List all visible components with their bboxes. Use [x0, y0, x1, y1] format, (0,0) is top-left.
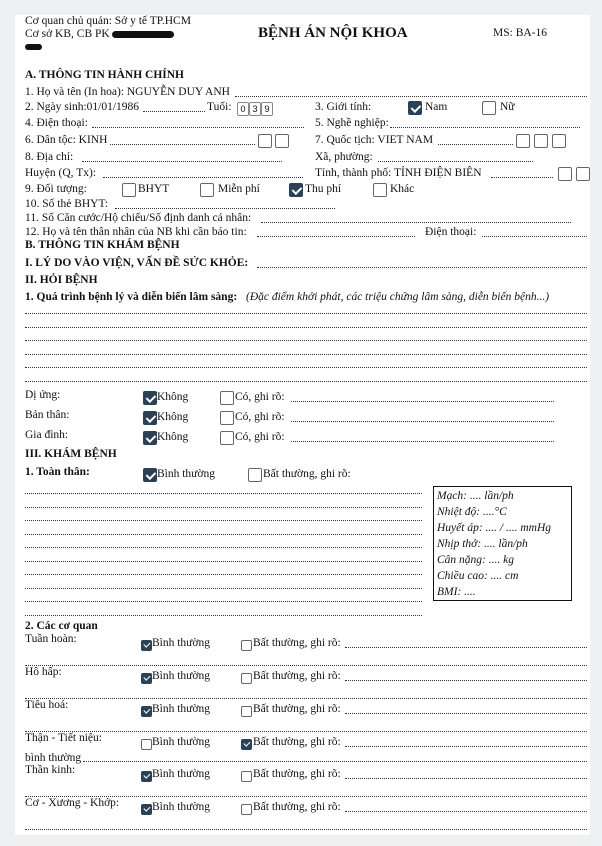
- gender-female-checkbox[interactable]: [482, 101, 496, 115]
- fill-line: [291, 441, 554, 442]
- gender-male-label: Nam: [425, 101, 448, 113]
- subject-checkbox-2[interactable]: [289, 183, 303, 197]
- age-digit-box[interactable]: 9: [261, 102, 273, 116]
- vital-sign-item: Nhiệt độ: ....°C: [437, 506, 507, 518]
- fill-line: [25, 367, 587, 368]
- vital-sign-item: Nhịp thở: .... lần/ph: [437, 538, 528, 550]
- ethnic-code-box[interactable]: [258, 134, 272, 148]
- fill-line: [378, 161, 533, 162]
- organ-label: Hô hấp:: [25, 666, 62, 678]
- organ-normal-checkbox[interactable]: [141, 804, 152, 815]
- organ-abnormal-label: Bất thường, ghi rõ:: [253, 736, 341, 748]
- history-no-label: Không: [157, 431, 189, 443]
- fill-line: [235, 96, 587, 97]
- fill-line: [25, 547, 422, 548]
- organ-normal-checkbox[interactable]: [141, 640, 152, 651]
- organ-normal-label: Bình thường: [152, 703, 210, 715]
- subject-checkbox-0[interactable]: [122, 183, 136, 197]
- course-hint: (Đặc điểm khởi phát, các triệu chứng lâm sàng, diễn biến bệnh...): [246, 291, 550, 303]
- ethnic-field: 6. Dân tộc: KINH: [25, 134, 108, 146]
- redacted-mark: [25, 44, 42, 50]
- redacted-mark: [112, 31, 174, 38]
- organ-abnormal-label: Bất thường, ghi rõ:: [253, 768, 341, 780]
- organ-label: Tuần hoàn:: [25, 633, 77, 645]
- agency-label: Cơ quan chủ quản: Sở y tế TP.HCM: [25, 15, 191, 27]
- exam-heading: III. KHÁM BỆNH: [25, 448, 117, 460]
- ward-field: Xã, phường:: [315, 151, 373, 163]
- subject-option-label: BHYT: [138, 183, 170, 195]
- dob-field: 2. Ngày sinh:01/01/1986: [25, 101, 140, 113]
- page-title: BỆNH ÁN NỘI KHOA: [258, 25, 408, 41]
- organ-normal-label: Bình thường: [152, 637, 210, 649]
- history-item-label: Bản thân:: [25, 409, 70, 421]
- fill-line: [257, 267, 587, 268]
- history-yes-checkbox[interactable]: [220, 431, 234, 445]
- fill-line: [25, 327, 587, 328]
- province-code-box[interactable]: [558, 167, 572, 181]
- general-heading: 1. Toàn thân:: [25, 466, 90, 478]
- fill-line: [291, 401, 554, 402]
- fill-line: [482, 236, 587, 237]
- organ-normal-label: Bình thường: [152, 768, 210, 780]
- subject-option-label: Miễn phí: [218, 183, 260, 195]
- fill-line: [25, 493, 422, 494]
- fill-line: [82, 161, 282, 162]
- general-normal-checkbox[interactable]: [143, 468, 157, 482]
- section-b-heading: B. THÔNG TIN KHÁM BỆNH: [25, 239, 180, 251]
- vital-sign-item: Huyết áp: .... / .... mmHg: [437, 522, 552, 534]
- nation-code-box[interactable]: [552, 134, 566, 148]
- fill-line: [25, 829, 587, 830]
- organ-label: Thần kinh:: [25, 764, 76, 776]
- section-a-heading: A. THÔNG TIN HÀNH CHÍNH: [25, 69, 185, 81]
- fill-line: [25, 340, 587, 341]
- fill-line: [345, 811, 587, 812]
- organs-heading: 2. Các cơ quan: [25, 620, 98, 632]
- organ-abnormal-checkbox[interactable]: [241, 739, 252, 750]
- history-no-checkbox[interactable]: [143, 391, 157, 405]
- organ-normal-label: Bình thường: [152, 801, 210, 813]
- history-yes-checkbox[interactable]: [220, 411, 234, 425]
- phone-field: 4. Điện thoại:: [25, 117, 88, 129]
- form-code: MS: BA-16: [493, 27, 547, 39]
- fill-line: [25, 665, 587, 666]
- province-field: Tỉnh, thành phố: TỈNH ĐIỆN BIÊN: [315, 167, 482, 179]
- fill-line: [25, 313, 587, 314]
- organ-abnormal-label: Bất thường, ghi rõ:: [253, 637, 341, 649]
- fill-line: [25, 534, 422, 535]
- fill-line: [25, 381, 587, 382]
- subject-checkbox-1[interactable]: [200, 183, 214, 197]
- fill-line: [25, 731, 587, 732]
- organ-abnormal-checkbox[interactable]: [241, 804, 252, 815]
- fill-line: [110, 144, 255, 145]
- reason-field: I. LÝ DO VÀO VIỆN, VẤN ĐỀ SỨC KHỎE:: [25, 257, 249, 269]
- history-heading: II. HỎI BỆNH: [25, 274, 98, 286]
- subject-option-label: Thu phí: [305, 183, 342, 195]
- fill-line: [25, 698, 587, 699]
- ethnic-code-box[interactable]: [275, 134, 289, 148]
- fill-line: [115, 208, 335, 209]
- organ-normal-label: Bình thường: [152, 670, 210, 682]
- organ-note: bình thường: [25, 752, 82, 764]
- general-abnormal-checkbox[interactable]: [248, 468, 262, 482]
- name-field: 1. Họ và tên (In hoa): NGUYỄN DUY ANH: [25, 86, 230, 98]
- insurance-field: 10. Số thẻ BHYT:: [25, 198, 109, 210]
- vital-sign-item: BMI: ....: [437, 586, 476, 598]
- fill-line: [25, 588, 422, 589]
- fill-line: [345, 647, 587, 648]
- fill-line: [261, 222, 571, 223]
- organ-normal-checkbox[interactable]: [141, 706, 152, 717]
- history-no-checkbox[interactable]: [143, 411, 157, 425]
- fill-line: [291, 421, 554, 422]
- vital-sign-item: Chiều cao: .... cm: [437, 570, 519, 582]
- facility-label: Cơ sở KB, CB PK: [25, 28, 110, 40]
- district-field: Huyện (Q, Tx):: [25, 167, 97, 179]
- relative-phone-field: Điện thoại:: [425, 226, 477, 238]
- organ-normal-checkbox[interactable]: [141, 771, 152, 782]
- fill-line: [491, 177, 553, 178]
- gender-female-label: Nữ: [500, 101, 515, 113]
- history-no-label: Không: [157, 411, 189, 423]
- organ-abnormal-checkbox[interactable]: [241, 640, 252, 651]
- vital-signs-box: [433, 486, 572, 601]
- history-item-label: Gia đình:: [25, 429, 69, 441]
- organ-label: Thận - Tiết niệu:: [25, 732, 102, 744]
- organ-abnormal-checkbox[interactable]: [241, 706, 252, 717]
- organ-abnormal-checkbox[interactable]: [241, 771, 252, 782]
- organ-label: Cơ - Xương - Khớp:: [25, 797, 120, 809]
- fill-line: [25, 561, 422, 562]
- fill-line: [25, 615, 422, 616]
- organ-label: Tiêu hoá:: [25, 699, 69, 711]
- history-yes-label: Có, ghi rõ:: [235, 391, 285, 403]
- fill-line: [345, 746, 587, 747]
- history-no-checkbox[interactable]: [143, 431, 157, 445]
- organ-normal-checkbox[interactable]: [141, 673, 152, 684]
- fill-line: [438, 144, 513, 145]
- fill-line: [103, 177, 303, 178]
- nation-code-box[interactable]: [534, 134, 548, 148]
- fill-line: [25, 574, 422, 575]
- history-no-label: Không: [157, 391, 189, 403]
- province-code-box[interactable]: [576, 167, 590, 181]
- course-heading: 1. Quá trình bệnh lý và diễn biến lâm sàng:: [25, 291, 238, 303]
- subject-checkbox-3[interactable]: [373, 183, 387, 197]
- history-yes-label: Có, ghi rõ:: [235, 411, 285, 423]
- general-abnormal-label: Bất thường, ghi rõ:: [263, 468, 351, 480]
- organ-abnormal-label: Bất thường, ghi rõ:: [253, 801, 341, 813]
- fill-line: [345, 680, 587, 681]
- age-digit-box[interactable]: 3: [249, 102, 261, 116]
- organ-abnormal-label: Bất thường, ghi rõ:: [253, 703, 341, 715]
- fill-line: [345, 778, 587, 779]
- relative-field: 12. Họ và tên thân nhân của NB khi cần báo tin:: [25, 226, 247, 238]
- organ-normal-label: Bình thường: [152, 736, 210, 748]
- subject-option-label: Khác: [390, 183, 415, 195]
- age-digit-box[interactable]: 0: [237, 102, 249, 116]
- nationality-field: 7. Quốc tịch: VIET NAM: [315, 134, 434, 146]
- general-normal-label: Bình thường: [157, 468, 215, 480]
- organ-abnormal-label: Bất thường, ghi rõ:: [253, 670, 341, 682]
- address-field: 8. Địa chỉ:: [25, 151, 74, 163]
- history-yes-checkbox[interactable]: [220, 391, 234, 405]
- fill-line: [25, 520, 422, 521]
- fill-line: [257, 236, 415, 237]
- fill-line: [345, 713, 587, 714]
- history-yes-label: Có, ghi rõ:: [235, 431, 285, 443]
- age-label: Tuổi:: [207, 101, 232, 113]
- organ-abnormal-checkbox[interactable]: [241, 673, 252, 684]
- history-item-label: Dị ứng:: [25, 389, 61, 401]
- fill-line: [143, 111, 205, 112]
- organ-normal-checkbox[interactable]: [141, 739, 152, 750]
- fill-line: [92, 127, 304, 128]
- fill-line: [25, 507, 422, 508]
- gender-label: 3. Giới tính:: [315, 101, 372, 113]
- nation-code-box[interactable]: [516, 134, 530, 148]
- vital-sign-item: Cân nặng: .... kg: [437, 554, 514, 566]
- fill-line: [83, 761, 587, 762]
- id-field: 11. Số Căn cước/Hộ chiếu/Số định danh cá nhân:: [25, 212, 252, 224]
- job-field: 5. Nghề nghiệp:: [315, 117, 389, 129]
- subject-label: 9. Đối tượng:: [25, 183, 87, 195]
- gender-male-checkbox[interactable]: [408, 101, 422, 115]
- fill-line: [390, 127, 580, 128]
- fill-line: [25, 354, 587, 355]
- fill-line: [25, 601, 422, 602]
- vital-sign-item: Mạch: .... lần/ph: [437, 490, 514, 502]
